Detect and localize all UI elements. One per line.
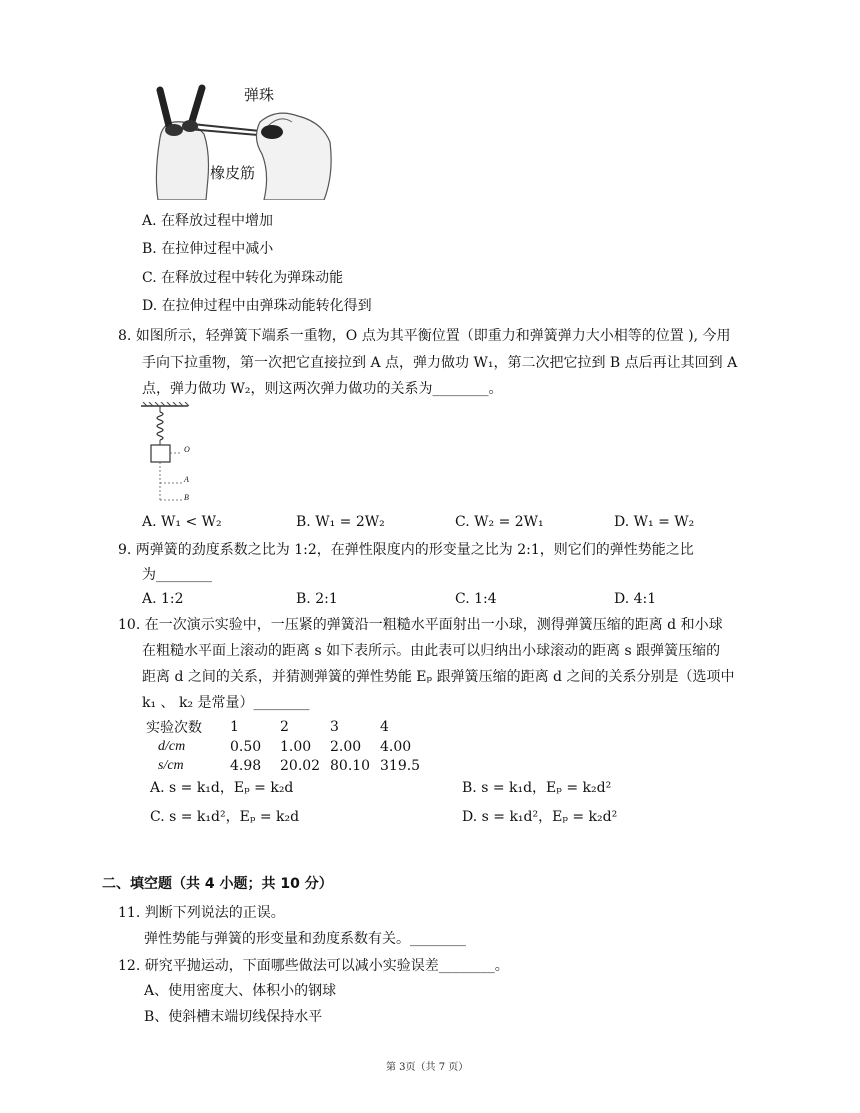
q9-option-a: A. 1:2 — [142, 591, 184, 607]
q7-option-d: D. 在拉伸过程中由弹珠动能转化得到 — [142, 298, 372, 314]
q7-option-a: A. 在释放过程中增加 — [142, 213, 274, 229]
q10-option-b: B. s = k₁d，Eₚ = k₂d² — [462, 780, 612, 796]
q11-stem: 11. 判断下列说法的正误。 — [118, 905, 285, 921]
q8-option-b: B. W₁ = 2W₂ — [296, 514, 385, 530]
q9-option-c: C. 1:4 — [455, 591, 497, 607]
table-cell: s/cm — [158, 757, 184, 773]
table-cell: 4.00 — [380, 738, 412, 755]
label-marble: 弹珠 — [244, 86, 275, 104]
q10-stem-line2: 在粗糙水平面上滚动的距离 s 如下表所示。由此表可以归纳出小球滚动的距离 s 跟弹簧压缩的 — [142, 643, 721, 659]
table-header-cell: 3 — [330, 719, 339, 735]
section-title: 二、填空题（共 4 小题；共 10 分） — [102, 876, 333, 892]
table-header-cell: 1 — [230, 719, 239, 735]
q8-option-c: C. W₂ = 2W₁ — [455, 514, 544, 530]
table-header-cell: 实验次数 — [146, 720, 202, 736]
spring-figure — [138, 402, 198, 508]
table-cell: 80.10 — [330, 757, 371, 774]
spring-label-a: A — [184, 475, 189, 484]
q8-stem-line2: 手向下拉重物，第一次把它直接拉到 A 点，弹力做功 W₁，第二次把它拉到 B 点后再让其回到 A — [142, 355, 738, 371]
q7-option-b: B. 在拉伸过程中减小 — [142, 241, 274, 257]
spring-label-b: B — [184, 493, 189, 502]
table-row — [146, 756, 430, 775]
table-header-cell: 2 — [280, 719, 289, 735]
q10-data-table — [146, 717, 430, 775]
table-cell: 20.02 — [280, 757, 321, 774]
q9-option-b: B. 2:1 — [296, 591, 338, 607]
table-cell: 0.50 — [230, 738, 262, 755]
q8-option-a: A. W₁ < W₂ — [142, 514, 222, 530]
q12-option-b: B、使斜槽末端切线保持水平 — [144, 1009, 323, 1025]
q10-option-d: D. s = k₁d²，Eₚ = k₂d² — [462, 809, 618, 825]
q10-stem-line1: 10. 在一次演示实验中，一压紧的弹簧沿一粗糙水平面射出一小球，测得弹簧压缩的距离 d 和小球 — [118, 617, 723, 633]
table-header-cell: 4 — [380, 719, 389, 735]
q7-option-c: C. 在释放过程中转化为弹珠动能 — [142, 270, 344, 286]
table-header-row — [146, 717, 430, 737]
q12-option-a: A、使用密度大、体积小的钢球 — [144, 983, 337, 999]
q10-option-c: C. s = k₁d²，Eₚ = k₂d — [150, 809, 300, 825]
table-row — [146, 737, 430, 756]
q10-stem-line3: 距离 d 之间的关系，并猜测弹簧的弹性势能 Eₚ 跟弹簧压缩的距离 d 之间的关系分别是（选项中 — [142, 669, 735, 685]
q9-option-d: D. 4:1 — [614, 591, 657, 607]
q8-stem-line1: 8. 如图所示，轻弹簧下端系一重物，O 点为其平衡位置（即重力和弹簧弹力大小相等的位置 ), 今用 — [118, 328, 731, 344]
table-cell: 4.98 — [230, 757, 262, 774]
q8-option-d: D. W₁ = W₂ — [614, 514, 695, 530]
table-cell: 1.00 — [280, 738, 312, 755]
table-cell: d/cm — [158, 738, 186, 754]
q12-stem: 12. 研究平抛运动，下面哪些做法可以减小实验误差________。 — [118, 958, 509, 974]
q10-stem-line4: k₁ 、 k₂ 是常量）________ — [142, 695, 310, 711]
label-rubber-band: 橡皮筋 — [210, 164, 256, 182]
spring-diagram — [138, 402, 198, 508]
q8-stem-line3: 点，弹力做功 W₂，则这两次弹力做功的关系为________。 — [142, 381, 503, 397]
slingshot-figure — [152, 78, 337, 200]
q9-stem-line2: 为________ — [142, 567, 212, 583]
table-cell: 319.5 — [380, 757, 421, 774]
spring-label-o: O — [184, 445, 190, 454]
table-cell: 2.00 — [330, 738, 362, 755]
q11-statement: 弹性势能与弹簧的形变量和劲度系数有关。________ — [144, 931, 466, 947]
page-footer: 第 3页（共 7 页） — [386, 1062, 469, 1073]
q10-option-a: A. s = k₁d，Eₚ = k₂d — [150, 780, 294, 796]
q9-stem-line1: 9. 两弹簧的劲度系数之比为 1:2，在弹性限度内的形变量之比为 2:1，则它们的弹性势能之比 — [118, 542, 694, 558]
